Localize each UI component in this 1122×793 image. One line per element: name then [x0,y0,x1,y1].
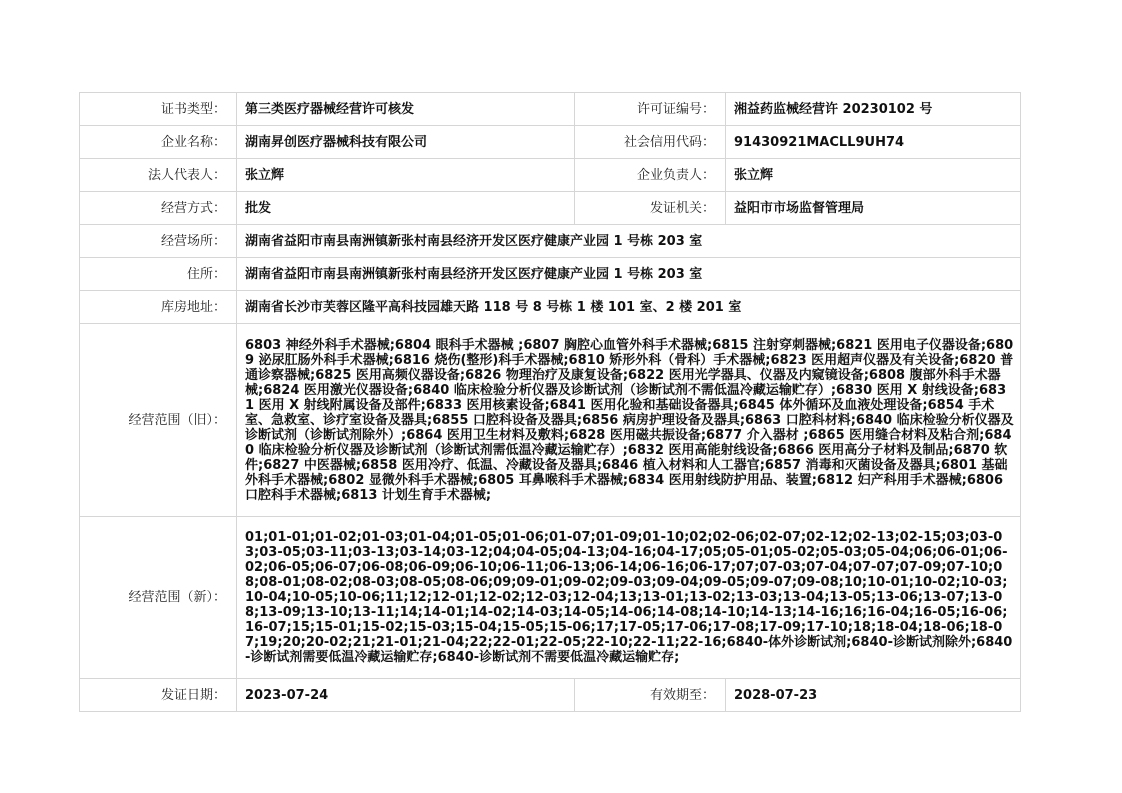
legal-representative-value: 张立辉 [237,159,575,192]
business-premises-value: 湖南省益阳市南县南洲镇新张村南县经济开发区医疗健康产业园 1 号栋 203 室 [237,225,1021,258]
license-number-label: 许可证编号： [575,93,726,126]
company-manager-label: 企业负责人： [575,159,726,192]
business-scope-new-label: 经营范围（新）： [80,517,237,679]
company-manager-value: 张立辉 [726,159,1021,192]
row-business-premises [80,225,1021,258]
business-premises-label: 经营场所： [80,225,237,258]
business-mode-label: 经营方式： [80,192,237,225]
row-domicile [80,258,1021,291]
row-company-name [80,126,1021,159]
row-issue-date [80,679,1021,712]
domicile-value: 湖南省益阳市南县南洲镇新张村南县经济开发区医疗健康产业园 1 号栋 203 室 [237,258,1021,291]
row-business-scope-old [80,324,1021,517]
certificate-table [79,92,1021,712]
issuing-authority-label: 发证机关： [575,192,726,225]
warehouse-address-label: 库房地址： [80,291,237,324]
license-number-value: 湘益药监械经营许 20230102 号 [726,93,1021,126]
business-scope-new-value: 01;01-01;01-02;01-03;01-04;01-05;01-06;01-07;01-09;01-10;02;02-06;02-07;02-12;02-13;02-15;03;03-03;03-05;03-11;03-13;03-14;03-12;04;04-05;04-13;04-16;04-17;05;05-01;05-02;05-03;05-04;06;06-01;06-02;06-05;06-07;06-08;06-09;06-10;06-11;06-13;06-14;06-16;06-17;07;07-03;07-04;07-07;07-09;07-10;08;08-01;08-02;08-03;08-05;08-06;09;09-01;09-02;09-03;09-04;09-05;09-07;09-08;10;10-01;10-02;10-03;10-04;10-05;10-06;11;12;12-01;12-02;12-03;12-04;13;13-01;13-02;13-03;13-04;13-05;13-06;13-07;13-08;13-09;13-10;13-11;14;14-01;14-02;14-03;14-05;14-06;14-08;14-10;14-13;14-16;16;16-04;16-05;16-06;16-07;15;15-01;15-02;15-03;15-04;15-05;15-06;17;17-05;17-06;17-08;17-09;17-10;18;18-04;18-06;18-07;19;20;20-02;21;21-01;21-04;22;22-01;22-05;22-10;22-11;22-16;6840-体外诊断试剂;6840-诊断试剂除外;6840-诊断试剂需要低温冷藏运输贮存;6840-诊断试剂不需要低温冷藏运输贮存; [237,517,1021,679]
credit-code-value: 91430921MACLL9UH74 [726,126,1021,159]
row-warehouse-address [80,291,1021,324]
domicile-label: 住所： [80,258,237,291]
legal-representative-label: 法人代表人： [80,159,237,192]
row-business-scope-new [80,517,1021,679]
business-mode-value: 批发 [237,192,575,225]
issue-date-value: 2023-07-24 [237,679,575,712]
issuing-authority-value: 益阳市市场监督管理局 [726,192,1021,225]
row-certificate-type [80,93,1021,126]
valid-until-value: 2028-07-23 [726,679,1021,712]
certificate-type-value: 第三类医疗器械经营许可核发 [237,93,575,126]
business-scope-old-label: 经营范围（旧）： [80,324,237,517]
business-scope-old-value: 6803 神经外科手术器械;6804 眼科手术器械 ;6807 胸腔心血管外科手术器械;6815 注射穿刺器械;6821 医用电子仪器设备;6809 泌尿肛肠外科手术器械;6816 烧伤(整形)科手术器械;6810 矫形外科（骨科）手术器械;6823 医用超声仪器及有关设备;6820 普通诊察器械;6825 医用高频仪器设备;6826 物理治疗及康复设备;6822 医用光学器具、仪器及内窥镜设备;6808 腹部外科手术器械;6824 医用激光仪器设备;6840 临床检验分析仪器及诊断试剂（诊断试剂不需低温冷藏运输贮存）;6830 医用 X 射线设备;6831 医用 X 射线附属设备及部件;6833 医用核素设备;6841 医用化验和基础设备器具;6845 体外循环及血液处理设备;6854 手术室、急救室、诊疗室设备及器具;6855 口腔科设备及器具;6856 病房护理设备及器具;6863 口腔科材料;6840 临床检验分析仪器及诊断试剂（诊断试剂除外）;6864 医用卫生材料及敷料;6828 医用磁共振设备;6877 介入器材 ;6865 医用缝合材料及粘合剂;6840 临床检验分析仪器及诊断试剂（诊断试剂需低温冷藏运输贮存）;6832 医用高能射线设备;6866 医用高分子材料及制品;6870 软 件;6827 中医器械;6858 医用冷疗、低温、冷藏设备及器具;6846 植入材料和人工器官;6857 消毒和灭菌设备及器具;6801 基础外科手术器械;6802 显微外科手术器械;6805 耳鼻喉科手术器械;6834 医用射线防护用品、装置;6812 妇产科用手术器械;6806 口腔科手术器械;6813 计划生育手术器械; [237,324,1021,517]
company-name-label: 企业名称： [80,126,237,159]
credit-code-label: 社会信用代码： [575,126,726,159]
row-business-mode [80,192,1021,225]
certificate-type-label: 证书类型： [80,93,237,126]
valid-until-label: 有效期至： [575,679,726,712]
warehouse-address-value: 湖南省长沙市芙蓉区隆平高科技园雄天路 118 号 8 号栋 1 楼 101 室、2 楼 201 室 [237,291,1021,324]
company-name-value: 湖南昇创医疗器械科技有限公司 [237,126,575,159]
issue-date-label: 发证日期： [80,679,237,712]
row-legal-representative [80,159,1021,192]
